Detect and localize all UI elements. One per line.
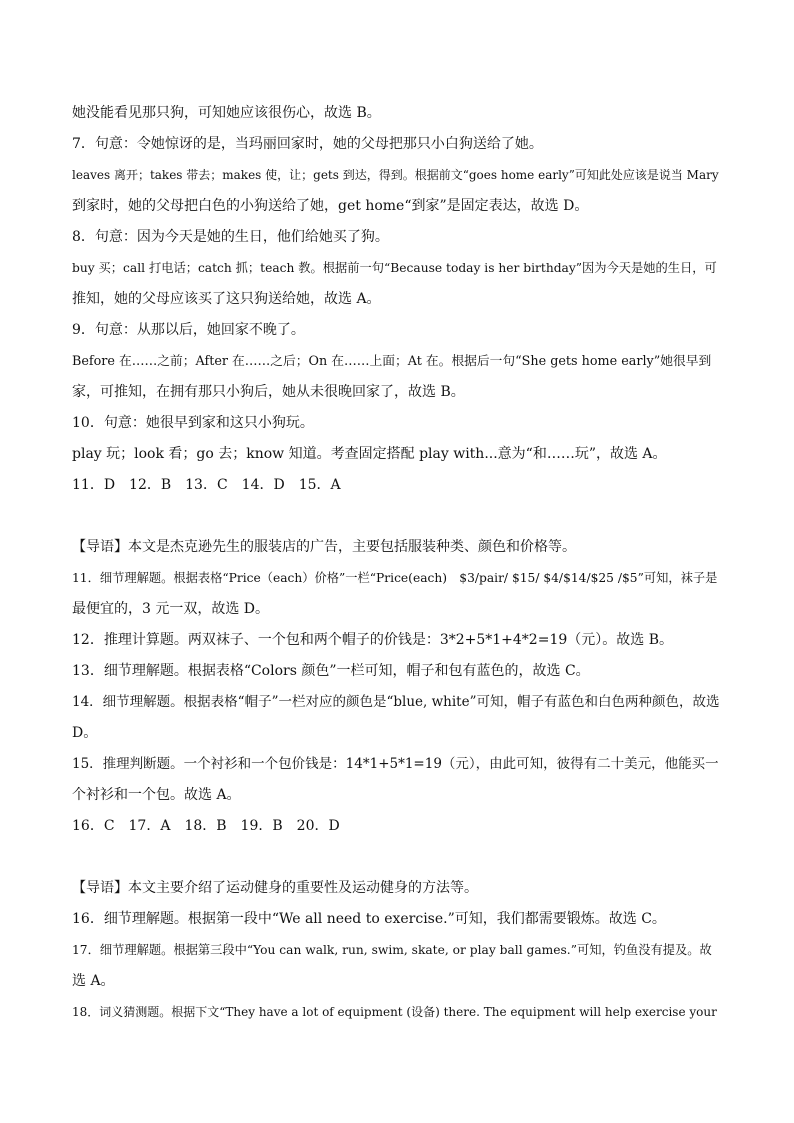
text-line: 推知，她的父母应该买了这只狗送给她，故选 A。 — [72, 291, 381, 307]
section-intro: 【导语】本文是杰克逊先生的服装店的广告，主要包括服装种类、颜色和价格等。 — [72, 539, 576, 555]
text-line: 到家时，她的父母把白色的小狗送给了她，get home“到家”是固定表达，故选 D。 — [72, 198, 589, 214]
text-line: 12．推理计算题。两双袜子、一个包和两个帽子的价钱是：3*2+5*1+4*2=19（元）。故选 B。 — [72, 632, 673, 648]
blank-line — [72, 842, 722, 873]
text-line: 10．句意：她很早到家和这只小狗玩。 — [72, 415, 314, 431]
text-line: play 玩；look 看；go 去；know 知道。考查固定搭配 play with...意为“和……玩”，故选 A。 — [72, 446, 667, 462]
section-intro: 【导语】本文主要介绍了运动健身的重要性及运动健身的方法等。 — [72, 880, 478, 896]
answer-key-line: 16．C 17．A 18．B 19．B 20．D — [72, 818, 340, 834]
text-line: 16．细节理解题。根据第一段中“We all need to exercise.”可知，我们都需要锻炼。故选 C。 — [72, 911, 666, 927]
text-line: 她没能看见那只狗，可知她应该很伤心，故选 B。 — [72, 105, 381, 121]
text-line: 8．句意：因为今天是她的生日，他们给她买了狗。 — [72, 229, 389, 245]
text-line: 个衬衫和一个包。故选 A。 — [72, 787, 241, 803]
text-line: 7．句意：令她惊讶的是，当玛丽回家时，她的父母把那只小白狗送给了她。 — [72, 136, 543, 152]
text-line: Before 在……之前；After 在……之后；On 在……上面；At 在。根据后一句“She gets home early”她很早到 — [72, 354, 712, 369]
blank-line — [72, 501, 722, 532]
text-line: 14．细节理解题。根据表格“帽子”一栏对应的颜色是“blue, white”可知，帽子有蓝色和白色两种颜色，故选 — [72, 694, 720, 710]
text-line: 选 A。 — [72, 973, 115, 989]
text-line: buy 买；call 打电话；catch 抓；teach 教。根据前一句“Because today is her birthday”因为今天是她的生日，可 — [72, 261, 717, 275]
text-line: 11．细节理解题。根据表格“Price（each）价格”一栏“Price(each) $3/pair/ $15/ $4/$14/$25 /$5”可知，袜子是 — [72, 571, 718, 585]
answer-explanations — [72, 98, 722, 1028]
text-line: 家，可推知，在拥有那只小狗后，她从未很晚回家了，故选 B。 — [72, 384, 465, 400]
text-line: 9．句意：从那以后，她回家不晚了。 — [72, 322, 305, 338]
text-line: leaves 离开；takes 带去；makes 使，让；gets 到达，得到。根据前文“goes home early”可知此处应该是说当 Mary — [72, 168, 719, 182]
text-line: 17．细节理解题。根据第三段中“You can walk, run, swim, skate, or play ball games.”可知，钓鱼没有提及。故 — [72, 943, 712, 957]
text-line: 13．细节理解题。根据表格“Colors 颜色”一栏可知，帽子和包有蓝色的，故选 C。 — [72, 663, 590, 679]
text-line: 18．词义猜测题。根据下文“They have a lot of equipment (设备) there. The equipment will help exercise your — [72, 1005, 717, 1019]
answer-key-line: 11．D 12．B 13．C 14．D 15．A — [72, 477, 341, 493]
text-line: 15．推理判断题。一个衬衫和一个包价钱是：14*1+5*1=19（元），由此可知，彼得有二十美元，他能买一 — [72, 756, 719, 772]
text-line: 最便宜的，3 元一双，故选 D。 — [72, 601, 270, 617]
text-line: D。 — [72, 725, 98, 741]
